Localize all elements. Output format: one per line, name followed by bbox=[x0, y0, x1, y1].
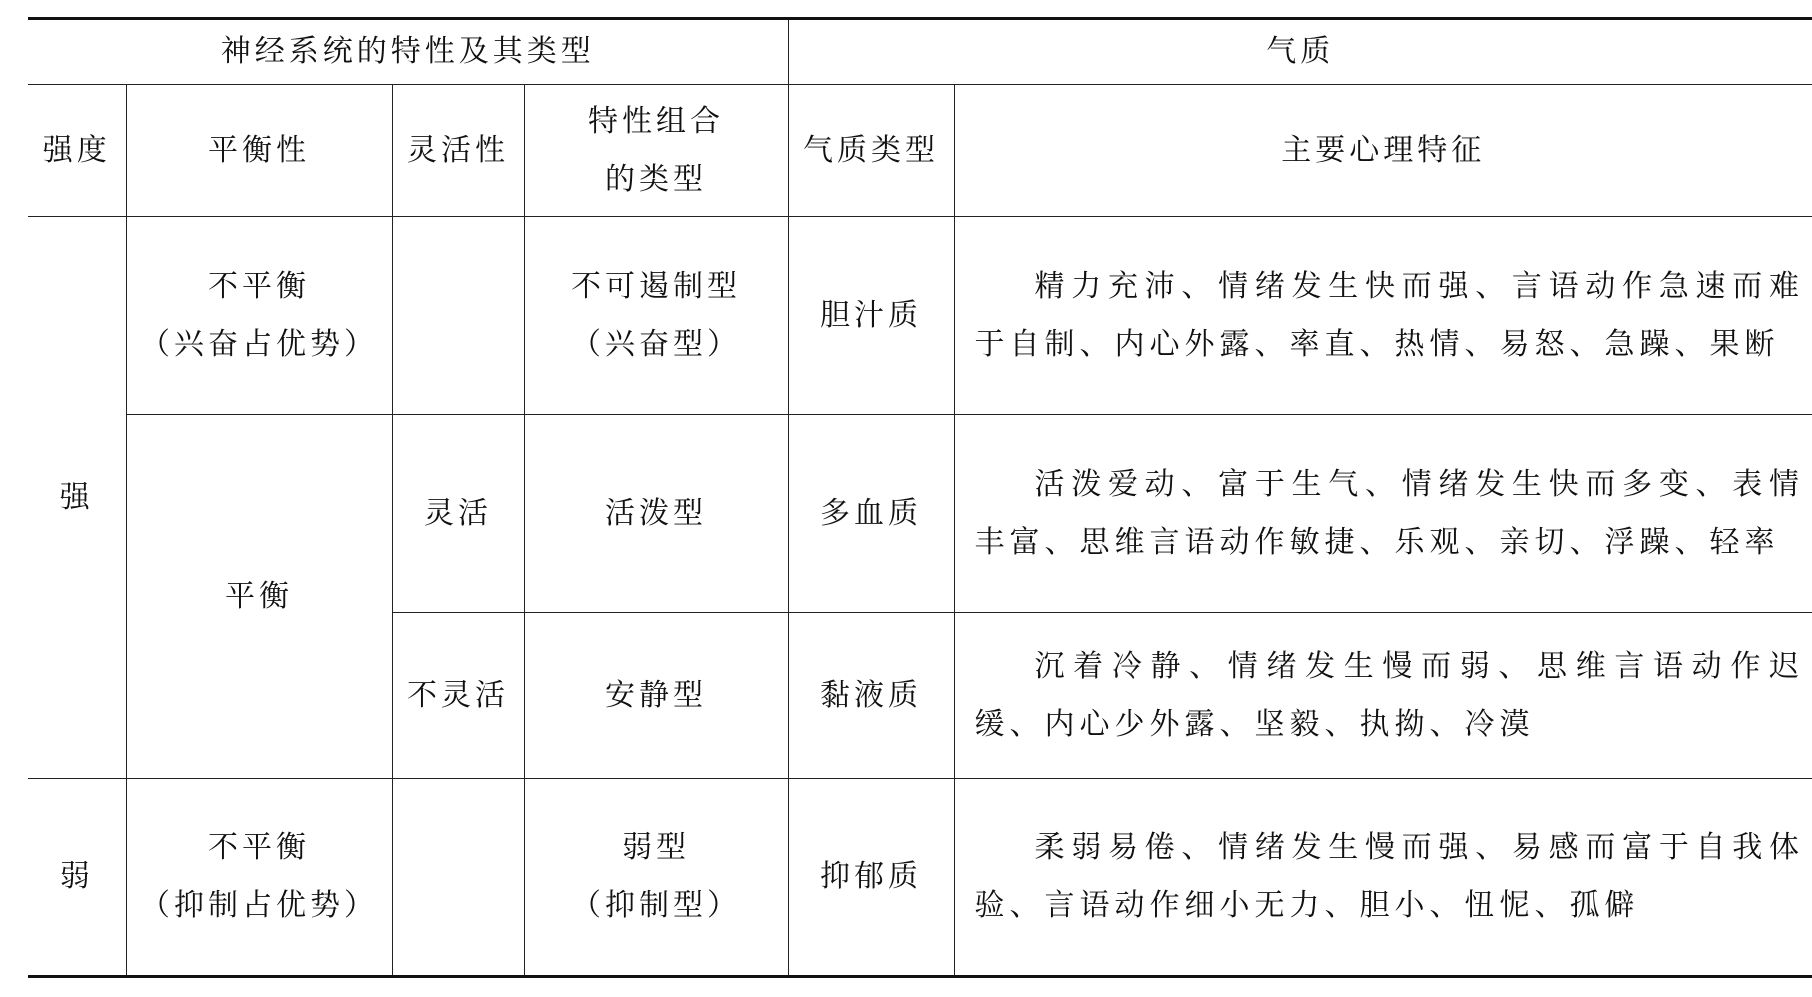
temperament-cell: 黏液质 bbox=[788, 613, 954, 779]
col-combination-type-line2: 的类型 bbox=[605, 161, 707, 197]
col-balance: 平衡性 bbox=[126, 85, 392, 217]
col-temperament-type: 气质类型 bbox=[788, 85, 954, 217]
temperament-cell: 胆汁质 bbox=[788, 217, 954, 415]
traits-text: 沉着冷静、情绪发生慢而弱、思维言语动作迟缓、内心少外露、坚毅、执拗、冷漠 bbox=[974, 648, 1804, 742]
combination-line1: 弱型 bbox=[622, 830, 690, 865]
table-row bbox=[28, 217, 1812, 415]
combination-line2: （抑制型） bbox=[571, 888, 741, 923]
combination-line1: 不可遏制型 bbox=[571, 268, 741, 304]
temperament-cell: 抑郁质 bbox=[788, 779, 954, 977]
combination-type-cell: 活泼型 bbox=[524, 415, 788, 613]
traits-cell bbox=[954, 217, 1812, 415]
col-main-traits: 主要心理特征 bbox=[954, 85, 1812, 217]
balance-cell bbox=[126, 779, 392, 977]
traits-cell bbox=[954, 415, 1812, 613]
flexibility-cell: 不灵活 bbox=[392, 613, 524, 779]
flexibility-cell bbox=[392, 779, 524, 977]
col-strength: 强度 bbox=[28, 85, 126, 217]
balance-line1: 不平衡 bbox=[208, 830, 310, 865]
traits-text: 柔弱易倦、情绪发生慢而强、易感而富于自我体验、言语动作细小无力、胆小、忸怩、孤僻 bbox=[974, 830, 1804, 923]
combination-line2: （兴奋型） bbox=[571, 326, 741, 362]
temperament-table bbox=[28, 17, 1812, 978]
traits-text: 活泼爱动、富于生气、情绪发生快而多变、表情丰富、思维言语动作敏捷、乐观、亲切、浮躁、轻率 bbox=[974, 466, 1804, 560]
balance-line2: （抑制占优势） bbox=[140, 888, 378, 923]
temperament-cell: 多血质 bbox=[788, 415, 954, 613]
col-flexibility: 灵活性 bbox=[392, 85, 524, 217]
balance-line1: 不平衡 bbox=[208, 268, 310, 304]
balance-cell bbox=[126, 217, 392, 415]
table-row bbox=[28, 415, 1812, 613]
group-header-row bbox=[28, 19, 1812, 85]
combination-type-cell: 安静型 bbox=[524, 613, 788, 779]
balance-cell-balanced: 平衡 bbox=[126, 415, 392, 779]
col-combination-type-line1: 特性组合 bbox=[588, 103, 724, 139]
flexibility-cell: 灵活 bbox=[392, 415, 524, 613]
strength-weak: 弱 bbox=[28, 779, 126, 977]
flexibility-cell bbox=[392, 217, 524, 415]
balance-line2: （兴奋占优势） bbox=[140, 326, 378, 362]
table-row bbox=[28, 779, 1812, 977]
header-nervous-system: 神经系统的特性及其类型 bbox=[28, 19, 788, 85]
combination-type-cell bbox=[524, 779, 788, 977]
strength-strong: 强 bbox=[28, 217, 126, 779]
traits-text: 精力充沛、情绪发生快而强、言语动作急速而难于自制、内心外露、率直、热情、易怒、急躁、果断 bbox=[974, 268, 1804, 362]
traits-cell bbox=[954, 779, 1812, 977]
combination-type-cell bbox=[524, 217, 788, 415]
column-header-row bbox=[28, 85, 1812, 217]
header-temperament: 气质 bbox=[788, 19, 1812, 85]
col-combination-type bbox=[524, 85, 788, 217]
traits-cell bbox=[954, 613, 1812, 779]
